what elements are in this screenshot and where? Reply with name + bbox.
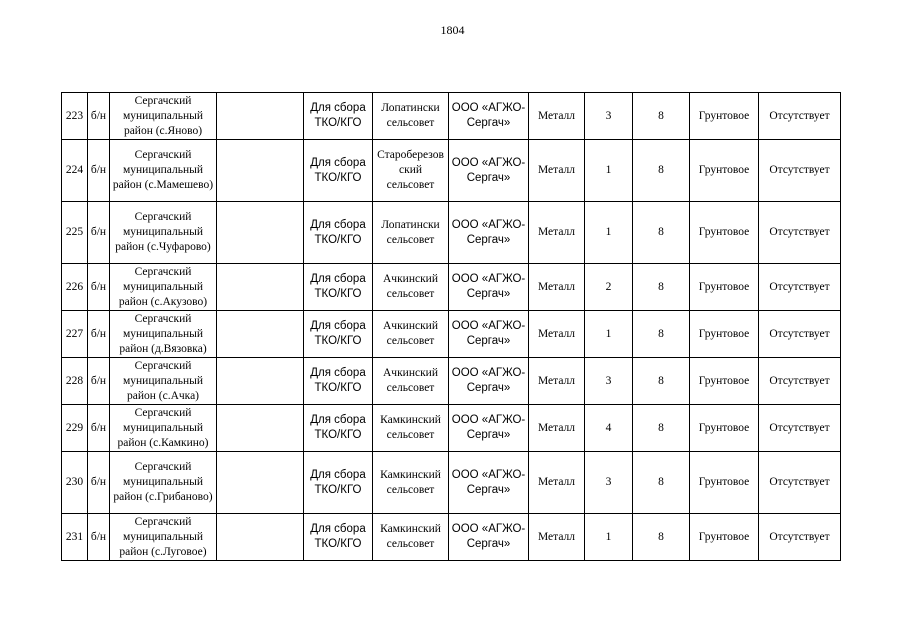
location-cell-line: Сергачский xyxy=(134,461,192,473)
row-number-cell: 223 xyxy=(62,93,88,140)
surface-cell: Грунтовое xyxy=(690,358,759,405)
container-volume-cell: 8 xyxy=(633,311,690,358)
registry-number-cell: б/н xyxy=(88,93,110,140)
row-number-cell: 226 xyxy=(62,264,88,311)
row-number-cell: 231 xyxy=(62,514,88,561)
row-number-cell: 224 xyxy=(62,140,88,202)
operator-cell-line: ООО «АГЖО- xyxy=(451,523,526,535)
row-number-cell: 227 xyxy=(62,311,88,358)
purpose-cell-line: Для сбора xyxy=(310,218,366,231)
operator-cell-line: Сергач» xyxy=(466,335,511,347)
surface-cell: Грунтовое xyxy=(690,452,759,514)
container-count-cell: 4 xyxy=(585,405,633,452)
table-row xyxy=(62,140,841,202)
operator-cell-line: Сергач» xyxy=(466,538,511,550)
waste-sites-table xyxy=(61,92,841,561)
purpose-cell-line: Для сбора xyxy=(310,414,366,426)
fence-cell: Отсутствует xyxy=(759,140,841,202)
registry-number-cell: б/н xyxy=(88,264,110,311)
location-cell-line: Сергачский xyxy=(134,515,192,528)
location-cell-line: Сергачский xyxy=(134,406,192,419)
location-cell-line: район (с.Мамешево) xyxy=(112,179,214,191)
purpose-cell-line: ТКО/КГО xyxy=(314,382,362,394)
fence-cell: Отсутствует xyxy=(759,452,841,514)
location-cell-line: район (с.Камкино) xyxy=(117,436,209,449)
council-cell-line: сельсовет xyxy=(386,382,435,394)
surface-cell: Грунтовое xyxy=(690,202,759,264)
council-cell-line: сельсовет xyxy=(386,179,435,191)
operator-cell xyxy=(449,358,529,405)
location-cell-line: район (с.Яново) xyxy=(123,124,203,137)
registry-number-cell: б/н xyxy=(88,452,110,514)
purpose-cell-line: Для сбора xyxy=(310,523,366,535)
council-cell xyxy=(373,358,449,405)
operator-cell-line: Сергач» xyxy=(466,288,511,300)
council-cell xyxy=(373,452,449,514)
operator-cell-line: Сергач» xyxy=(466,483,511,496)
table-row xyxy=(62,311,841,358)
container-volume-cell: 8 xyxy=(633,358,690,405)
purpose-cell-line: ТКО/КГО xyxy=(314,233,362,246)
surface-cell: Грунтовое xyxy=(690,405,759,452)
surface-cell: Грунтовое xyxy=(690,140,759,202)
purpose-cell-line: Для сбора xyxy=(310,273,366,285)
operator-cell xyxy=(449,452,529,514)
operator-cell-line: ООО «АГЖО- xyxy=(451,414,526,426)
council-cell-line: сельсовет xyxy=(386,117,435,129)
operator-cell-line: ООО «АГЖО- xyxy=(451,102,526,114)
location-cell xyxy=(110,140,217,202)
operator-cell xyxy=(449,202,529,264)
location-cell-line: Сергачский xyxy=(134,149,192,161)
purpose-cell-line: Для сбора xyxy=(310,468,366,481)
table-row xyxy=(62,93,841,140)
material-cell: Металл xyxy=(529,264,585,311)
material-cell: Металл xyxy=(529,202,585,264)
location-cell-line: Сергачский xyxy=(134,359,192,372)
council-cell-line: Лопатински xyxy=(381,102,440,114)
operator-cell xyxy=(449,311,529,358)
council-cell xyxy=(373,405,449,452)
council-cell xyxy=(373,264,449,311)
operator-cell xyxy=(449,514,529,561)
council-cell xyxy=(373,202,449,264)
council-cell xyxy=(373,93,449,140)
coordinates-cell xyxy=(217,202,304,264)
coordinates-cell xyxy=(217,311,304,358)
operator-cell-line: Сергач» xyxy=(466,117,511,129)
location-cell-line: район (с.Чуфарово) xyxy=(115,241,211,253)
location-cell-line: муниципальный xyxy=(122,280,204,293)
council-cell-line: Камкинский xyxy=(380,523,441,535)
material-cell: Металл xyxy=(529,452,585,514)
council-cell-line: сельсовет xyxy=(386,483,435,496)
location-cell xyxy=(110,264,217,311)
container-volume-cell: 8 xyxy=(633,405,690,452)
material-cell: Металл xyxy=(529,311,585,358)
container-count-cell: 3 xyxy=(585,93,633,140)
location-cell-line: Сергачский xyxy=(134,312,192,325)
row-number-cell: 228 xyxy=(62,358,88,405)
container-count-cell: 3 xyxy=(585,358,633,405)
page-number: 1804 xyxy=(440,23,465,37)
council-cell-line: сельсовет xyxy=(386,288,435,300)
council-cell xyxy=(373,311,449,358)
council-cell-line: сельсовет xyxy=(386,429,435,441)
location-cell xyxy=(110,93,217,140)
fence-cell: Отсутствует xyxy=(759,358,841,405)
purpose-cell-line: Для сбора xyxy=(310,156,366,169)
fence-cell: Отсутствует xyxy=(759,264,841,311)
operator-cell-line: ООО «АГЖО- xyxy=(451,156,526,169)
table-row xyxy=(62,202,841,264)
location-cell xyxy=(110,452,217,514)
registry-number-cell: б/н xyxy=(88,140,110,202)
surface-cell: Грунтовое xyxy=(690,93,759,140)
location-cell-line: муниципальный xyxy=(122,421,204,434)
operator-cell-line: ООО «АГЖО- xyxy=(451,367,526,379)
location-cell-line: район (с.Луговое) xyxy=(119,545,207,558)
council-cell-line: Ачкинский xyxy=(383,320,438,332)
purpose-cell-line: ТКО/КГО xyxy=(314,117,362,129)
container-volume-cell: 8 xyxy=(633,93,690,140)
registry-number-cell: б/н xyxy=(88,311,110,358)
operator-cell-line: ООО «АГЖО- xyxy=(451,273,526,285)
location-cell-line: Сергачский xyxy=(134,94,192,107)
registry-number-cell: б/н xyxy=(88,358,110,405)
purpose-cell xyxy=(304,514,373,561)
container-count-cell: 1 xyxy=(585,311,633,358)
location-cell-line: муниципальный xyxy=(122,530,204,543)
operator-cell-line: ООО «АГЖО- xyxy=(451,320,526,332)
table-row xyxy=(62,514,841,561)
purpose-cell-line: ТКО/КГО xyxy=(314,335,362,347)
operator-cell-line: Сергач» xyxy=(466,233,511,246)
purpose-cell-line: Для сбора xyxy=(310,102,366,114)
operator-cell-line: Сергач» xyxy=(466,171,511,184)
material-cell: Металл xyxy=(529,93,585,140)
operator-cell xyxy=(449,405,529,452)
location-cell xyxy=(110,358,217,405)
coordinates-cell xyxy=(217,405,304,452)
coordinates-cell xyxy=(217,452,304,514)
table-row xyxy=(62,452,841,514)
registry-number-cell: б/н xyxy=(88,202,110,264)
registry-number-cell: б/н xyxy=(88,514,110,561)
fence-cell: Отсутствует xyxy=(759,514,841,561)
material-cell: Металл xyxy=(529,358,585,405)
row-number-cell: 225 xyxy=(62,202,88,264)
location-cell-line: муниципальный xyxy=(122,226,204,238)
purpose-cell xyxy=(304,358,373,405)
table-row xyxy=(62,405,841,452)
purpose-cell-line: ТКО/КГО xyxy=(314,171,362,184)
container-count-cell: 1 xyxy=(585,202,633,264)
surface-cell: Грунтовое xyxy=(690,264,759,311)
operator-cell xyxy=(449,264,529,311)
operator-cell-line: ООО «АГЖО- xyxy=(451,468,526,481)
container-count-cell: 3 xyxy=(585,452,633,514)
container-volume-cell: 8 xyxy=(633,264,690,311)
purpose-cell-line: ТКО/КГО xyxy=(314,483,362,496)
operator-cell-line: Сергач» xyxy=(466,382,511,394)
fence-cell: Отсутствует xyxy=(759,405,841,452)
fence-cell: Отсутствует xyxy=(759,311,841,358)
council-cell-line: Староберезов xyxy=(377,149,444,161)
location-cell-line: муниципальный xyxy=(122,374,204,387)
container-volume-cell: 8 xyxy=(633,514,690,561)
council-cell-line: сельсовет xyxy=(386,335,435,347)
row-number-cell: 229 xyxy=(62,405,88,452)
table-row xyxy=(62,264,841,311)
location-cell xyxy=(110,405,217,452)
purpose-cell-line: ТКО/КГО xyxy=(314,538,362,550)
council-cell-line: ский xyxy=(399,164,422,176)
registry-number-cell: б/н xyxy=(88,405,110,452)
location-cell-line: муниципальный xyxy=(122,476,204,488)
operator-cell xyxy=(449,93,529,140)
operator-cell-line: Сергач» xyxy=(466,429,511,441)
container-count-cell: 2 xyxy=(585,264,633,311)
purpose-cell xyxy=(304,405,373,452)
material-cell: Металл xyxy=(529,140,585,202)
purpose-cell xyxy=(304,311,373,358)
container-volume-cell: 8 xyxy=(633,202,690,264)
location-cell xyxy=(110,311,217,358)
purpose-cell-line: Для сбора xyxy=(310,320,366,332)
coordinates-cell xyxy=(217,93,304,140)
material-cell: Металл xyxy=(529,405,585,452)
location-cell-line: район (с.Ачка) xyxy=(126,389,200,402)
council-cell-line: Камкинский xyxy=(380,468,441,481)
container-volume-cell: 8 xyxy=(633,140,690,202)
row-number-cell: 230 xyxy=(62,452,88,514)
location-cell xyxy=(110,514,217,561)
location-cell-line: Сергачский xyxy=(134,265,192,278)
council-cell-line: Ачкинский xyxy=(383,367,438,379)
table-row xyxy=(62,358,841,405)
container-volume-cell: 8 xyxy=(633,452,690,514)
location-cell-line: район (с.Грибаново) xyxy=(113,491,213,503)
council-cell xyxy=(373,140,449,202)
council-cell-line: Камкинский xyxy=(380,414,441,426)
location-cell-line: муниципальный xyxy=(122,109,204,122)
container-count-cell: 1 xyxy=(585,140,633,202)
surface-cell: Грунтовое xyxy=(690,311,759,358)
location-cell-line: муниципальный xyxy=(122,327,204,340)
purpose-cell-line: ТКО/КГО xyxy=(314,288,362,300)
location-cell-line: район (д.Вязовка) xyxy=(119,342,207,355)
coordinates-cell xyxy=(217,358,304,405)
purpose-cell-line: Для сбора xyxy=(310,367,366,379)
council-cell xyxy=(373,514,449,561)
council-cell-line: сельсовет xyxy=(386,233,435,246)
location-cell-line: муниципальный xyxy=(122,164,204,176)
council-cell-line: сельсовет xyxy=(386,538,435,550)
table-body xyxy=(62,93,841,561)
material-cell: Металл xyxy=(529,514,585,561)
purpose-cell xyxy=(304,202,373,264)
purpose-cell-line: ТКО/КГО xyxy=(314,429,362,441)
coordinates-cell xyxy=(217,514,304,561)
purpose-cell xyxy=(304,140,373,202)
coordinates-cell xyxy=(217,140,304,202)
location-cell-line: Сергачский xyxy=(134,211,192,223)
location-cell-line: район (с.Акузово) xyxy=(118,295,208,308)
purpose-cell xyxy=(304,264,373,311)
purpose-cell xyxy=(304,93,373,140)
fence-cell: Отсутствует xyxy=(759,202,841,264)
council-cell-line: Ачкинский xyxy=(383,273,438,285)
container-count-cell: 1 xyxy=(585,514,633,561)
operator-cell xyxy=(449,140,529,202)
operator-cell-line: ООО «АГЖО- xyxy=(451,218,526,231)
location-cell xyxy=(110,202,217,264)
coordinates-cell xyxy=(217,264,304,311)
surface-cell: Грунтовое xyxy=(690,514,759,561)
fence-cell: Отсутствует xyxy=(759,93,841,140)
purpose-cell xyxy=(304,452,373,514)
council-cell-line: Лопатински xyxy=(381,218,440,231)
